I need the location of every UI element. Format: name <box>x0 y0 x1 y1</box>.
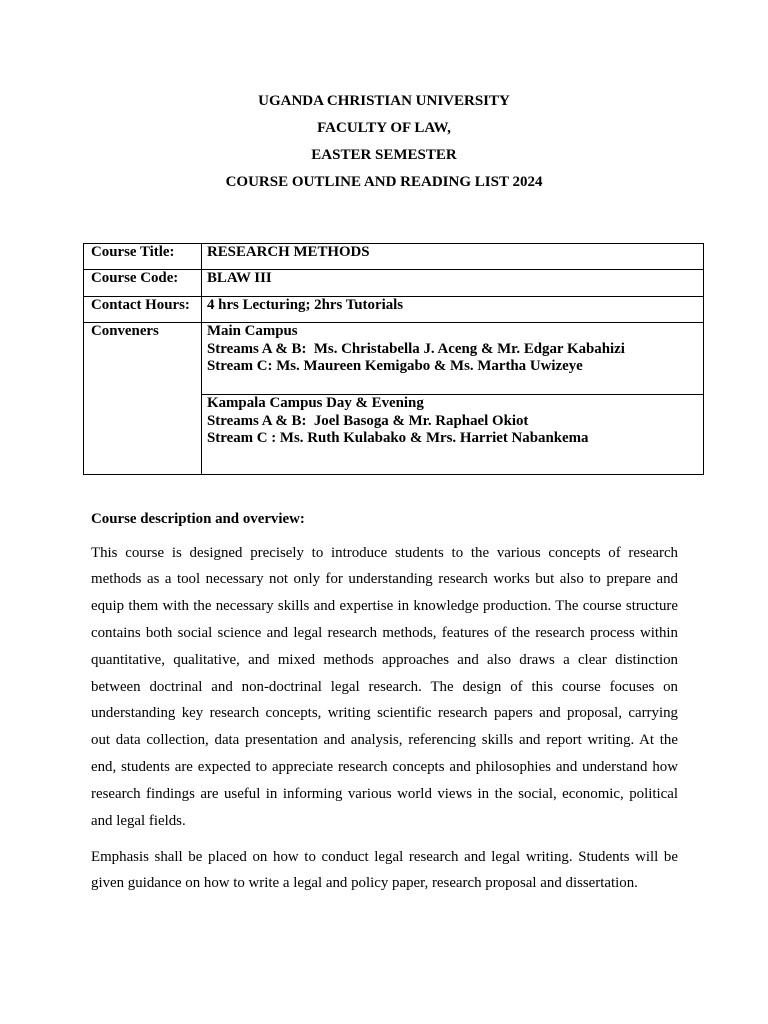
paragraph-line: and legal fields. <box>91 812 186 829</box>
stream-line: Streams A & B: Ms. Christabella J. Aceng & Mr. Edgar Kabahizi <box>207 340 625 357</box>
university-name: UGANDA CHRISTIAN UNIVERSITY <box>258 93 510 109</box>
faculty-name: FACULTY OF LAW, <box>317 120 451 136</box>
course-title-label: Course Title: <box>84 244 202 269</box>
course-info-table <box>83 243 704 475</box>
paragraph-line: end, students are expected to appreciate research concepts and philosophies and understand how <box>91 758 678 775</box>
paragraph-line: understanding key research concepts, writing scientific research papers and proposal, carrying <box>91 705 678 722</box>
conveners-row <box>84 322 703 474</box>
course-code-label: Course Code: <box>84 270 202 296</box>
document-title: COURSE OUTLINE AND READING LIST 2024 <box>225 174 543 190</box>
paragraph-line: contains both social science and legal research methods, features of the research process within <box>91 624 678 641</box>
campus-name: Main Campus <box>207 323 298 339</box>
paragraph-line: given guidance on how to write a legal and policy paper, research proposal and dissertation. <box>91 875 638 892</box>
course-code-row <box>84 269 703 296</box>
paragraph-line: methods as a tool necessary not only for understanding research works but also to prepare and <box>91 571 678 588</box>
contact-hours-row <box>84 296 703 322</box>
paragraph-line: equip them with the necessary skills and expertise in knowledge production. The course structure <box>91 598 678 615</box>
campus-name: Kampala Campus Day & Evening <box>207 395 424 411</box>
course-title-row <box>84 244 703 269</box>
stream-line: Stream C: Ms. Maureen Kemigabo & Ms. Martha Uwizeye <box>207 358 583 374</box>
kampala-campus-block <box>202 395 703 474</box>
paragraph-line: research findings are useful in informing various world views in the social, economic, political <box>91 785 678 802</box>
course-description <box>91 540 678 898</box>
contact-hours-label: Contact Hours: <box>84 297 202 322</box>
conveners-label: Conveners <box>84 323 202 474</box>
stream-line: Stream C : Ms. Ruth Kulabako & Mrs. Harriet Nabankema <box>207 430 589 446</box>
conveners-list <box>202 323 703 474</box>
section-heading: Course description and overview: <box>91 511 305 527</box>
contact-hours-value: 4 hrs Lecturing; 2hrs Tutorials <box>207 297 404 313</box>
paragraph <box>91 844 678 898</box>
stream-line: Streams A & B: Joel Basoga & Mr. Raphael Okiot <box>207 412 529 429</box>
paragraph <box>91 540 678 835</box>
semester-label: EASTER SEMESTER <box>311 147 457 163</box>
course-title-value: RESEARCH METHODS <box>207 244 370 260</box>
paragraph-line: Emphasis shall be placed on how to conduct legal research and legal writing. Students will be <box>91 848 678 865</box>
document-header <box>0 88 768 196</box>
main-campus-block <box>202 323 703 395</box>
paragraph-line: between doctrinal and non-doctrinal legal research. The design of this course focuses on <box>91 678 678 695</box>
paragraph-line: quantitative, qualitative, and mixed methods approaches and also draws a clear distinction <box>91 651 678 668</box>
paragraph-line: This course is designed precisely to introduce students to the various concepts of research <box>91 544 678 561</box>
course-code-value: BLAW III <box>207 270 272 286</box>
paragraph-line: out data collection, data presentation and analysis, referencing skills and report writing. At the <box>91 732 678 749</box>
